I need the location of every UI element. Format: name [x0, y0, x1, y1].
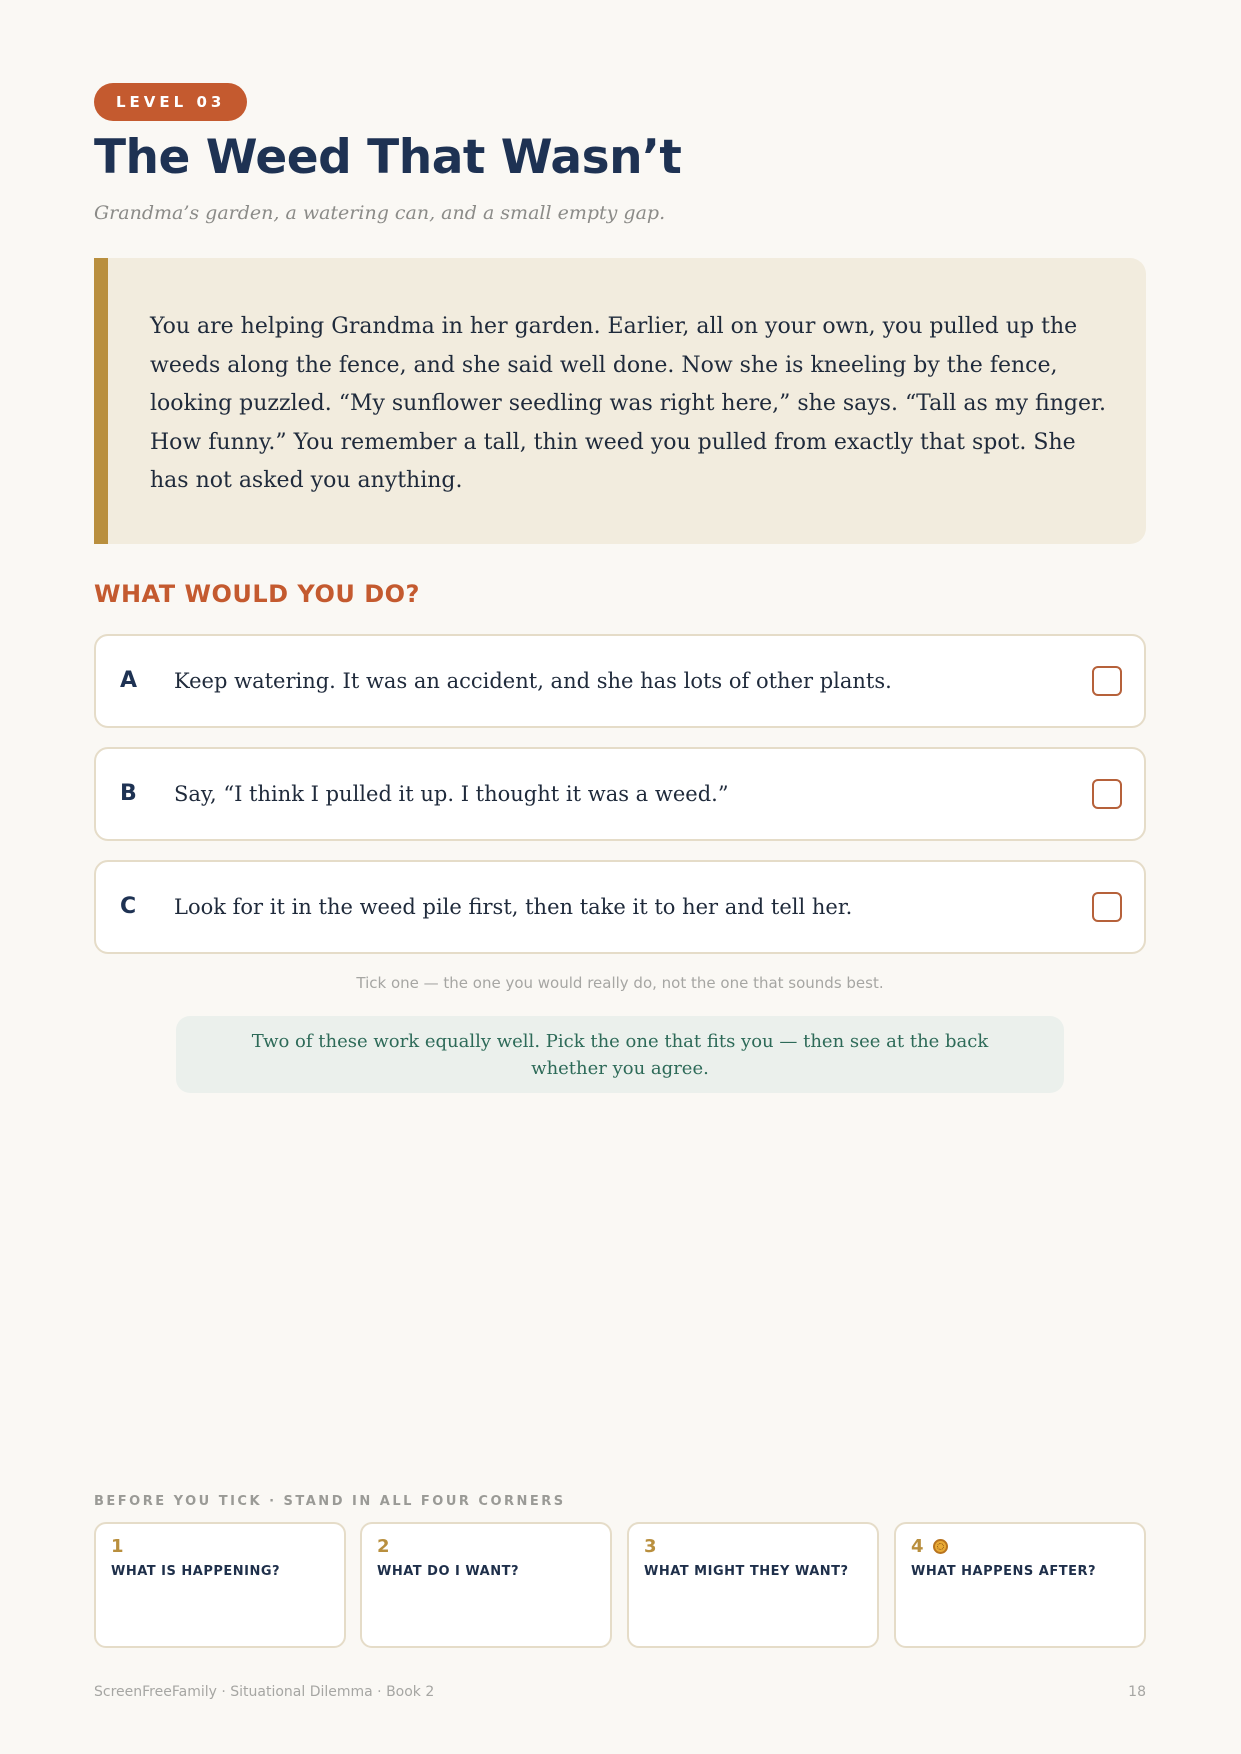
tick-hint: Tick one — the one you would really do, not the one that sounds best.: [356, 974, 884, 992]
option-c[interactable]: [94, 860, 1146, 954]
worksheet-page: [94, 0, 1146, 1754]
story-box: [94, 258, 1146, 544]
option-b-checkbox[interactable]: [1092, 779, 1122, 809]
question-heading: WHAT WOULD YOU DO?: [94, 580, 420, 608]
option-text: Say, “I think I pulled it up. I thought it was a weed.”: [174, 782, 729, 806]
coin-icon: [933, 1539, 948, 1554]
option-text: Keep watering. It was an accident, and she has lots of other plants.: [174, 669, 892, 693]
page-number: 18: [1128, 1684, 1146, 1700]
corners-heading: BEFORE YOU TICK · STAND IN ALL FOUR CORNERS: [94, 1494, 566, 1509]
corner-card-4: [894, 1522, 1146, 1648]
corner-number: 1: [111, 1536, 124, 1557]
option-a-checkbox[interactable]: [1092, 666, 1122, 696]
corner-label: WHAT IS HAPPENING?: [111, 1564, 281, 1579]
note-box: Two of these work equally well. Pick the one that fits you — then see at the back whether you agree.: [176, 1016, 1064, 1093]
option-letter: A: [120, 668, 138, 693]
story-text: You are helping Grandma in her garden. Earlier, all on your own, you pulled up the weeds along the fence, and she said well done. Now she is kneeling by the fence, looking puzzled. “My sunflower seedling was right here,” she says. “Tall as my finger. How funny.” You remember a tall, thin weed you pulled from exactly that spot. She has not asked you anything.: [150, 314, 1107, 493]
corner-card-3: [627, 1522, 879, 1648]
page-title: The Weed That Wasn’t: [94, 130, 682, 185]
option-a[interactable]: [94, 634, 1146, 728]
corner-card-2: [360, 1522, 612, 1648]
corner-card-1: [94, 1522, 346, 1648]
corner-label: WHAT DO I WANT?: [377, 1564, 520, 1579]
option-b[interactable]: [94, 747, 1146, 841]
level-badge: LEVEL 03: [94, 83, 247, 121]
option-letter: C: [120, 894, 137, 919]
option-c-checkbox[interactable]: [1092, 892, 1122, 922]
corner-number: 4: [911, 1536, 924, 1557]
corner-number: 3: [644, 1536, 657, 1557]
corner-label: WHAT HAPPENS AFTER?: [911, 1564, 1097, 1579]
corner-number: 2: [377, 1536, 390, 1557]
footer-series-label: ScreenFreeFamily · Situational Dilemma · Book 2: [94, 1684, 435, 1700]
page-subtitle: Grandma’s garden, a watering can, and a small empty gap.: [94, 202, 666, 224]
option-letter: B: [120, 781, 137, 806]
corner-label: WHAT MIGHT THEY WANT?: [644, 1564, 849, 1579]
option-text: Look for it in the weed pile first, then take it to her and tell her.: [174, 895, 853, 919]
